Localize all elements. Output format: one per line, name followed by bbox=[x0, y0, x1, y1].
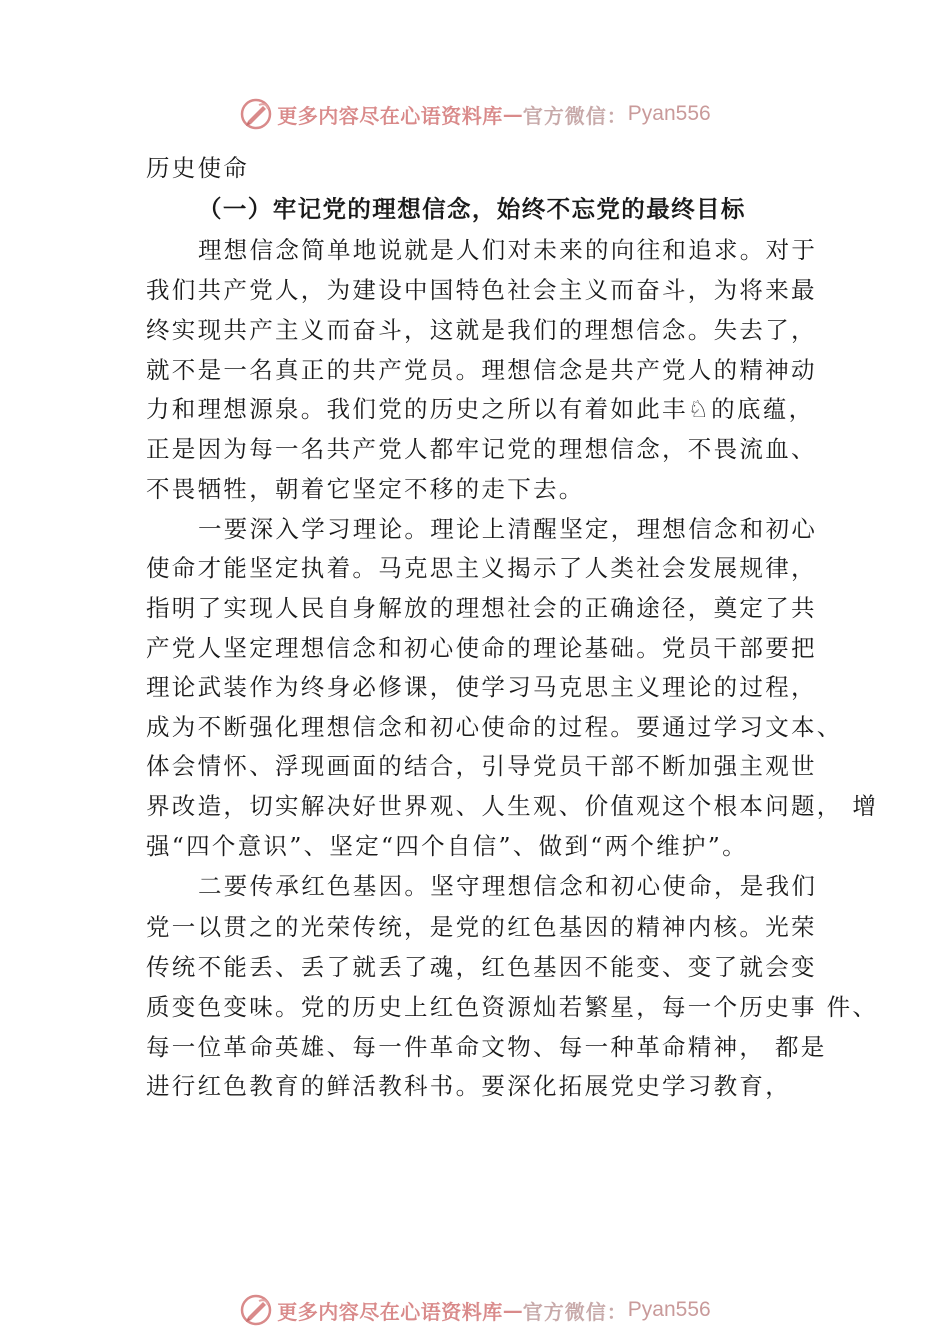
text-line: 历史使命 bbox=[146, 154, 250, 182]
text-line: 二要传承红色基因。坚守理想信念和初心使命，是我们 bbox=[198, 872, 818, 900]
banner-separator: — bbox=[502, 102, 523, 126]
text-line: 界改造，切实解决好世界观、人生观、价值观这个根本问题， 增 bbox=[146, 792, 879, 820]
banner-wechat-id: Pyan556 bbox=[627, 1298, 711, 1321]
banner-separator: — bbox=[502, 1298, 523, 1322]
text-line: 不畏牺牲，朝着它坚定不移的走下去。 bbox=[146, 475, 585, 503]
banner-text: 更多内容尽在心语资料库 bbox=[277, 1299, 503, 1324]
banner-text: 更多内容尽在心语资料库 bbox=[277, 103, 503, 128]
text-line: 强“四个意识”、坚定“四个自信”、做到“两个维护”。 bbox=[146, 832, 748, 860]
text-line: 体会情怀、浮现画面的结合，引导党员干部不断加强主观世 bbox=[146, 752, 817, 780]
text-line: 产党人坚定理想信念和初心使命的理论基础。党员干部要把 bbox=[146, 634, 817, 662]
text-line: 正是因为每一名共产党人都牢记党的理想信念，不畏流血、 bbox=[146, 435, 817, 463]
banner-wechat-id: Pyan556 bbox=[627, 102, 711, 125]
banner-wechat-label: 官方微信： bbox=[522, 1299, 628, 1324]
text-line: 理论武装作为终身必修课，使学习马克思主义理论的过程， bbox=[146, 673, 817, 701]
text-line: 力和理想源泉。我们党的历史之所以有着如此丰♘的底蕴， bbox=[146, 395, 815, 423]
text-line: 理想信念简单地说就是人们对未来的向往和追求。对于 bbox=[198, 236, 818, 264]
text-line: 传统不能丢、丢了就丢了魂，红色基因不能变、变了就会变 bbox=[146, 953, 817, 981]
text-line: 进行红色教育的鲜活教科书。要深化拓展党史学习教育， bbox=[146, 1072, 791, 1100]
text-line: 每一位革命英雄、每一件革命文物、每一种革命精神， 都是 bbox=[146, 1033, 827, 1061]
text-line: 一要深入学习理论。理论上清醒坚定，理想信念和初心 bbox=[198, 515, 818, 543]
banner-wechat-label: 官方微信： bbox=[522, 103, 628, 128]
text-line: 我们共产党人，为建设中国特色社会主义而奋斗，为将来最 bbox=[146, 276, 817, 304]
section-heading: （一）牢记党的理想信念，始终不忘党的最终目标 bbox=[198, 195, 746, 223]
text-line: 就不是一名真正的共产党员。理想信念是共产党人的精神动 bbox=[146, 356, 817, 384]
text-line: 党一以贯之的光荣传统，是党的红色基因的精神内核。光荣 bbox=[146, 913, 817, 941]
text-line: 使命才能坚定执着。马克思主义揭示了人类社会发展规律， bbox=[146, 554, 817, 582]
footer-banner bbox=[0, 1290, 950, 1330]
text-line: 成为不断强化理想信念和初心使命的过程。要通过学习文本、 bbox=[146, 713, 843, 741]
logo-icon bbox=[239, 1293, 273, 1327]
text-line: 质变色变味。党的历史上红色资源灿若繁星，每一个历史事 件、 bbox=[146, 993, 879, 1021]
text-line: 终实现共产主义而奋斗，这就是我们的理想信念。失去了， bbox=[146, 316, 817, 344]
text-line: 指明了实现人民自身解放的理想社会的正确途径，奠定了共 bbox=[146, 594, 817, 622]
